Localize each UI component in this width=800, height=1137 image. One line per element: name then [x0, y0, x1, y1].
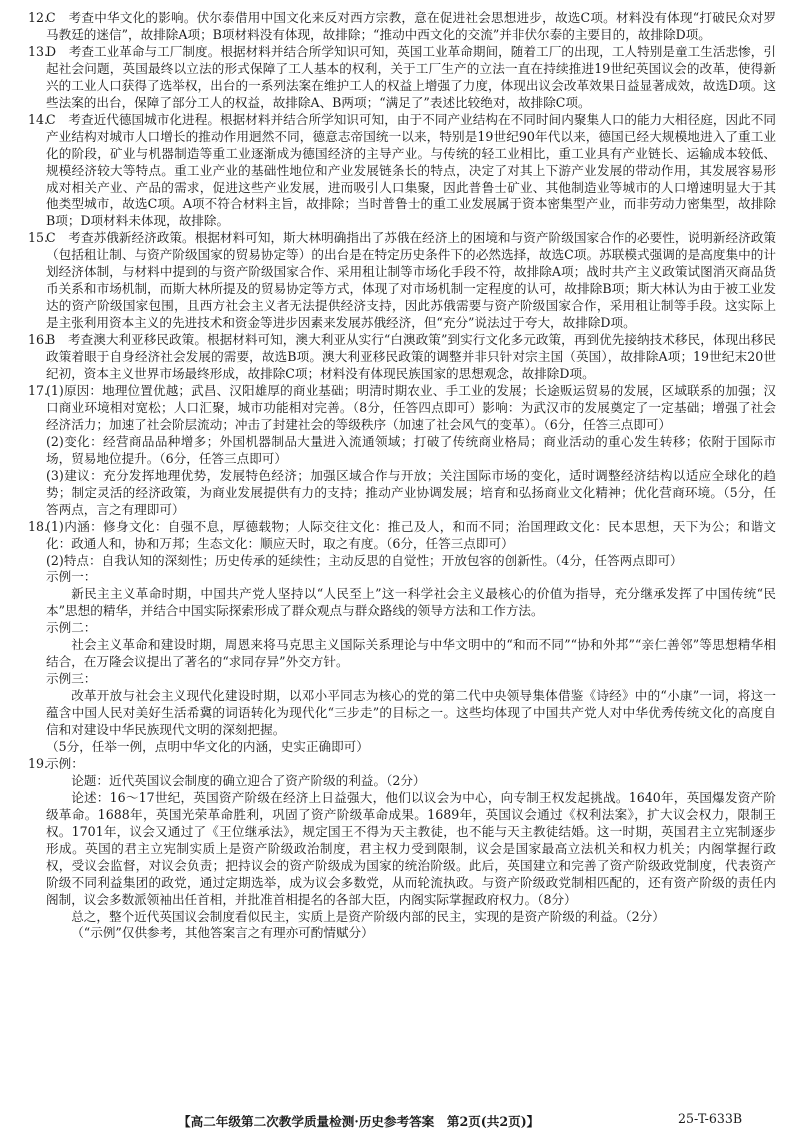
answer-part-1: (1)原因：地理位置优越；武昌、汉阳雄厚的商业基础；明清时期农业、手工业的发展；长途贩运贸易的发展，区域联系的加强；汉口商业环境相对宽松；人口汇聚，城市功能相对完善。（8分，任答四点即可）影响：为武汉市的发展奠定了一定基础；增强了社会经济活力；加速了社会阶层流动；冲击了封建社会的等级秩序（加速了社会风气的变革）。（6分，任答三点即可） — [46, 382, 776, 432]
question-number: 19. — [28, 755, 49, 771]
question-number: 17. — [28, 382, 49, 398]
question-number: 12. — [28, 10, 49, 25]
scoring-note: （“示例”仅供参考，其他答案言之有理亦可酌情赋分） — [71, 925, 374, 941]
answer-text: D 考查工业革命与工厂制度。根据材料并结合所学知识可知，英国工业革命期间，随着工厂的出现，工人特别是童工生活悲惨，引起社会问题，英国最终以立法的形式保障了工人基本的权利，关于工厂生产的立法一直在持续推进19世纪英国议会的改革，使得新兴的工业人口获得了选举权，出台的一系列法案在维护工人的权益上增强了力度，体现出议会改革效果日益显著成效，故选D项。这些法案的出台，保障了部分工人的权益，故排除A、B两项；“满足了”表述比较绝对，故排除C项。 — [46, 43, 776, 110]
answer-text: C 考查近代德国城市化进程。根据材料并结合所学知识可知，由于不同产业结构在不同时间内聚集人口的能力大相径庭，因此不同产业结构对城市人口增长的推动作用迥然不同，德意志帝国统一以来，特别是19世纪90年代以来，德国已经大规模地进入了重工业化的阶段，矿业与机器制造等重工业逐渐成为德国经济的主导产业。与传统的轻工业相比，重工业具有产业链长、运输成本较低、规模经济较大等特点。重工业产业的基础性地位和产业发展链条长的特点，决定了对其上下游产业发展的带动作用，其发展容易形成对相关产业、产品的需求，促进这些产业发展，进而吸引人口集聚，因此普鲁士矿业、其他制造业等城市的人口增速明显大于其他类型城市，故选C项。A项不符合材料主旨，故排除；当时普鲁士的重工业发展属于资本密集型产业，而非劳动力密集型，故排除B项；D项材料未体现，故排除。 — [46, 111, 776, 229]
answer-item-15 — [28, 230, 776, 332]
question-number: 13. — [28, 43, 49, 59]
question-number: 14. — [28, 111, 49, 127]
answer-item-13 — [28, 44, 776, 112]
example-label-3: 示例三： — [46, 671, 97, 687]
question-number: 16. — [28, 332, 49, 348]
example-text-3: 改革开放与社会主义现代化建设时期，以邓小平同志为核心的党的第二代中央领导集体借鉴《诗经》中的“小康”一词，将这一蕴含中国人民对美好生活希冀的词语转化为现代化“三步走”的目标之一。这些均体现了中国共产党人对中华优秀传统文化的高度自信和对建设中华民族现代文明的深刻把握。 — [46, 688, 776, 738]
footer-code: 25-T-633B — [678, 1111, 743, 1126]
thesis-text: 论题：近代英国议会制度的确立迎合了资产阶级的利益。（2分） — [71, 772, 426, 788]
answer-part-2: (2)特点：自我认知的深刻性；历史传承的延续性；主动反思的自觉性；开放包容的创新性。（4分，任答两点即可） — [46, 552, 683, 568]
footer-title: 【高二年级第二次教学质量检测·历史参考答案 第2页(共2页)】 — [178, 1114, 540, 1129]
answer-text: C 考查中华文化的影响。伏尔泰借用中国文化来反对西方宗教，意在促进社会思想进步，故选C项。材料没有体现“打破民众对罗马教廷的迷信”，故排除A项；B项材料没有体现，故排除；“推动中西文化的交流”并非伏尔泰的主要目的，故排除D项。 — [46, 10, 776, 42]
scoring-note: （5分，任举一例，点明中华文化的内涵，史实正确即可） — [46, 738, 369, 754]
answer-part-2: (2)变化：经营商品品种增多；外国机器制品大量进入流通领域；打破了传统商业格局；商业活动的重心发生转移；依附于国际市场，贸易地位提升。（6分，任答三点即可） — [46, 433, 776, 466]
example-text-2: 社会主义革命和建设时期，周恩来将马克思主义国际关系理论与中华文明中的“和而不同”“协和外邦”“亲仁善邻”等思想精华相结合，在万隆会议提出了著名的“求同存异”外交方针。 — [46, 637, 776, 670]
summary-text: 总之，整个近代英国议会制度看似民主，实质上是资产阶级内部的民主，实现的是资产阶级的利益。（2分） — [71, 908, 665, 924]
answer-part-3: (3)建议：充分发挥地理优势，发展特色经济；加强区域合作与开放；关注国际市场的变化，适时调整经济结构以适应全球化的趋势；制定灵活的经济政策，为商业发展提供有力的支持；推动产业协调发展；培育和弘扬商业文化精神；优化营商环境。（5分，任答两点，言之有理即可） — [46, 467, 776, 517]
answer-item-12 — [28, 10, 776, 44]
answer-item-16 — [28, 332, 776, 383]
answer-item-18 — [28, 519, 776, 756]
answer-content — [28, 10, 776, 942]
question-number: 18. — [28, 518, 49, 534]
answer-item-14 — [28, 112, 776, 231]
answer-item-17 — [28, 383, 776, 519]
example-label-2: 示例二： — [46, 620, 97, 636]
argument-text: 论述：16～17世纪，英国资产阶级在经济上日益强大，他们以议会为中心，向专制王权发起挑战。1640年，英国爆发资产阶级革命。1688年，英国光荣革命胜利，巩固了资产阶级革命成果。1689年，英国议会通过《权利法案》，扩大议会权力，限制王权。1701年，议会又通过了《王位继承法》，规定国王不得为天主教徒，也不能与天主教徒结婚。这一时期，英国君主立宪制逐步形成。英国的君主立宪制实质上是资产阶级政治制度，君主权力受到限制，议会是国家最高立法机关和权力机关；内阁掌握行政权，受议会监督，对议会负责；把持议会的资产阶级成为国家的统治阶级。此后，英国建立和完善了资产阶级政党制度，代表资产阶级不同利益集团的政党，通过定期选举，成为议会多数党，从而轮流执政。与资产阶级政党制相匹配的，还有资产阶级的责任内阁制，议会多数派领袖出任首相，并批准首相提名的各部大臣，内阁实际掌握政府权力。（8分） — [46, 789, 776, 907]
example-text-1: 新民主主义革命时期，中国共产党人坚持以“人民至上”这一科学社会主义最核心的价值为指导，充分继承发挥了中国传统“民本”思想的精华，并结合中国实际探索形成了群众观点与群众路线的领导方法和工作方法。 — [46, 586, 776, 619]
example-label-1: 示例一： — [46, 569, 97, 585]
question-number: 15. — [28, 230, 49, 246]
answer-item-19 — [28, 756, 776, 942]
answer-part-1: (1)内涵：修身文化：自强不息，厚德载物；人际交往文化：推己及人，和而不同；治国理政文化：民本思想，天下为公；和谐文化：政通人和，协和万邦；生态文化：顺应天时，取之有度。（6分，任答三点即可） — [46, 518, 776, 551]
example-label: 示例： — [46, 755, 84, 771]
answer-text: B 考查澳大利亚移民政策。根据材料可知，澳大利亚从实行“白澳政策”到实行文化多元政策，再到优先接纳技术移民，体现出移民政策着眼于自身经济社会发展的需要，故选B项。澳大利亚移民政策的调整并非只针对宗主国（英国），故排除A项；19世纪末20世纪初，资本主义世界市场最终形成，故排除C项；材料没有体现民族国家的思想观念，故排除D项。 — [46, 332, 776, 382]
answer-text: C 考查苏俄新经济政策。根据材料可知，斯大林明确指出了苏俄在经济上的困境和与资产阶级国家合作的必要性，说明新经济政策（包括租让制、与资产阶级国家的贸易协定等）的出台是在特定历史条件下的必然选择，故选C项。苏联模式强调的是高度集中的计划经济体制，与材料中提到的与资产阶级国家合作、采用租让制等市场化手段不符，故排除A项；战时共产主义政策试图消灭商品货币关系和市场机制，而斯大林所提及的贸易协定等方式，体现了对市场机制一定程度的认可，故排除B项；斯大林认为由于被工业发达的资产阶级国家包围，且西方社会主义者无法提供经济支持，因此苏俄需要与资产阶级国家合作，采用租让制等手段。这实际上是主张利用资本主义的先进技术和资金等进步因素来发展苏俄经济，但“充分”说法过于夸大，故排除D项。 — [46, 230, 776, 331]
